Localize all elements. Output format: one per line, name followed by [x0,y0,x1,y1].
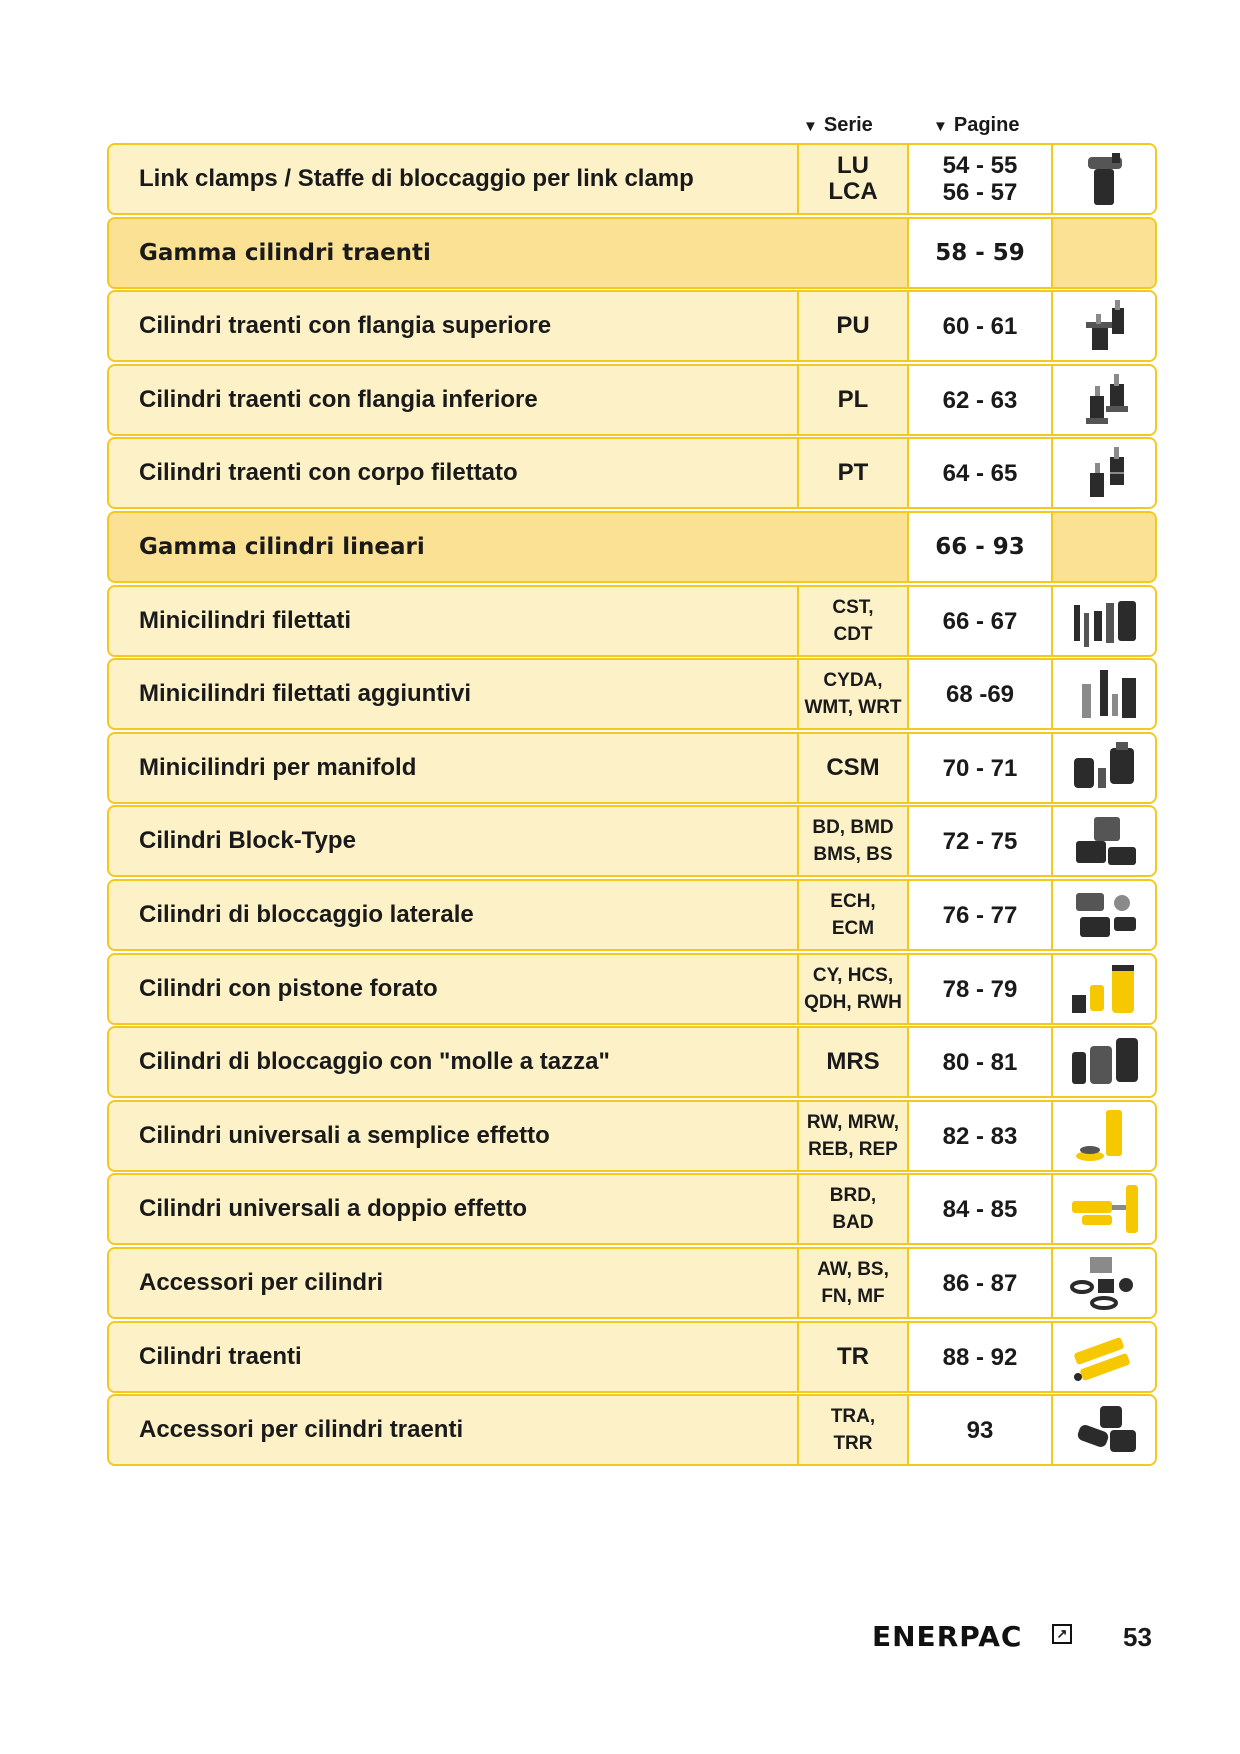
pull-cylinder-threaded-icon [1053,439,1155,507]
row-title: Accessori per cilindri [109,1249,799,1317]
row-serie: BD, BMD BMS, BS [799,807,909,875]
row-title: Cilindri traenti con corpo filettato [109,439,799,507]
row-pages: 66 - 93 [909,513,1053,581]
double-acting-cylinder-icon [1053,1175,1155,1243]
row-pages: 64 - 65 [909,439,1053,507]
index-row [107,805,1157,877]
link-clamp-icon [1053,145,1155,213]
threaded-mini-cylinder-icon [1053,587,1155,655]
row-serie: LU LCA [799,145,909,213]
row-title: Cilindri universali a doppio effetto [109,1175,799,1243]
index-row [107,437,1157,509]
row-pages: 70 - 71 [909,734,1053,802]
row-title: Gamma cilindri traenti [109,219,909,287]
page-number: 53 [1123,1622,1152,1652]
side-clamp-cylinder-icon [1053,881,1155,949]
column-headers [0,114,1240,140]
index-row [107,879,1157,951]
additional-threaded-mini-cylinder-icon [1053,660,1155,728]
row-serie: CSM [799,734,909,802]
row-title: Link clamps / Staffe di bloccaggio per link clamp [109,145,799,213]
row-pages: 66 - 67 [909,587,1053,655]
row-serie: CST, CDT [799,587,909,655]
row-serie: CY, HCS, QDH, RWH [799,955,909,1023]
cylinder-accessories-icon [1053,1249,1155,1317]
row-pages: 78 - 79 [909,955,1053,1023]
index-row [107,732,1157,804]
row-title: Cilindri di bloccaggio con "molle a tazza" [109,1028,799,1096]
row-title: Minicilindri filettati aggiuntivi [109,660,799,728]
row-serie: TR [799,1323,909,1391]
row-serie: BRD, BAD [799,1175,909,1243]
row-title: Minicilindri per manifold [109,734,799,802]
row-title: Cilindri traenti [109,1323,799,1391]
triangle-down-icon: ▼ [803,118,818,135]
row-pages: 76 - 77 [909,881,1053,949]
index-row [107,290,1157,362]
index-row [107,1026,1157,1098]
row-serie: PL [799,366,909,434]
row-pages: 82 - 83 [909,1102,1053,1170]
pull-cylinder-icon [1053,1323,1155,1391]
row-pages: 54 - 55 56 - 57 [909,145,1053,213]
row-title: Cilindri traenti con flangia inferiore [109,366,799,434]
row-pages: 93 [909,1396,1053,1464]
row-title: Cilindri universali a semplice effetto [109,1102,799,1170]
index-row [107,1173,1157,1245]
index-row [107,364,1157,436]
row-serie: MRS [799,1028,909,1096]
brand-logo: ENERPAC [872,1620,1023,1653]
spring-clamp-cylinder-icon [1053,1028,1155,1096]
row-title: Cilindri Block-Type [109,807,799,875]
row-serie: AW, BS, FN, MF [799,1249,909,1317]
manifold-mini-cylinder-icon [1053,734,1155,802]
empty-image-cell [1053,219,1155,287]
row-title: Cilindri con pistone forato [109,955,799,1023]
index-row [107,1394,1157,1466]
row-serie: RW, MRW, REB, REP [799,1102,909,1170]
row-pages: 72 - 75 [909,807,1053,875]
index-row [107,1321,1157,1393]
row-pages: 86 - 87 [909,1249,1053,1317]
row-title: Cilindri di bloccaggio laterale [109,881,799,949]
row-title: Minicilindri filettati [109,587,799,655]
row-pages: 60 - 61 [909,292,1053,360]
row-pages: 62 - 63 [909,366,1053,434]
row-serie: CYDA, WMT, WRT [799,660,909,728]
pagine-column-header [933,114,1019,137]
pull-cylinder-top-flange-icon [1053,292,1155,360]
index-row [107,143,1157,215]
pagine-header-label: Pagine [953,114,1020,136]
index-row [107,658,1157,730]
row-pages: 68 -69 [909,660,1053,728]
row-serie: PT [799,439,909,507]
row-pages: 80 - 81 [909,1028,1053,1096]
row-serie: ECH, ECM [799,881,909,949]
brand-mark-icon: ↗ [1052,1624,1072,1644]
empty-image-cell [1053,513,1155,581]
row-serie: TRA, TRR [799,1396,909,1464]
row-pages: 84 - 85 [909,1175,1053,1243]
serie-header-label: Serie [823,114,873,136]
row-serie: PU [799,292,909,360]
block-cylinder-icon [1053,807,1155,875]
row-pages: 88 - 92 [909,1323,1053,1391]
row-pages: 58 - 59 [909,219,1053,287]
index-row [107,585,1157,657]
index-row [107,1247,1157,1319]
section-row [107,511,1157,583]
row-title: Cilindri traenti con flangia superiore [109,292,799,360]
section-row [107,217,1157,289]
pull-cylinder-accessories-icon [1053,1396,1155,1464]
serie-column-header [803,114,873,137]
hollow-plunger-cylinder-icon [1053,955,1155,1023]
row-title: Gamma cilindri lineari [109,513,909,581]
single-acting-cylinder-icon [1053,1102,1155,1170]
index-row [107,953,1157,1025]
triangle-down-icon: ▼ [933,118,948,135]
page-footer [0,1620,1240,1660]
index-row [107,1100,1157,1172]
pull-cylinder-bottom-flange-icon [1053,366,1155,434]
row-title: Accessori per cilindri traenti [109,1396,799,1464]
